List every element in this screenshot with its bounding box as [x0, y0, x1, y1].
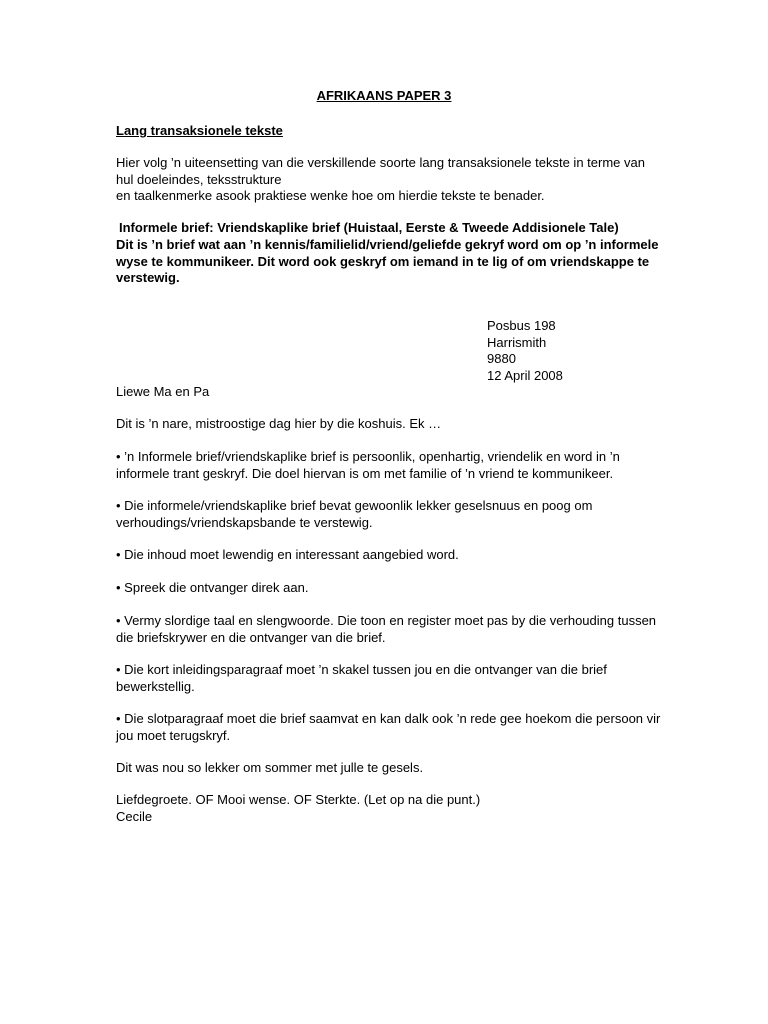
bullet-item-1: • ’n Informele brief/vriendskaplike brief is persoonlik, openhartig, vriendelik en word in ’n informele trant geskryf. Die doel hiervan is om met familie of ’n vriend te kommunikeer. — [116, 449, 620, 481]
closing-line: Dit was nou so lekker om sommer met julle te gesels. — [116, 760, 424, 775]
intro-paragraph — [116, 155, 661, 205]
bullet-item-3: • Die inhoud moet lewendig en interessant aangebied word. — [116, 547, 459, 562]
opening-line: Dit is ’n nare, mistroostige dag hier by die koshuis. Ek … — [116, 416, 442, 431]
bullet-item-2: • Die informele/vriendskaplike brief bevat gewoonlik lekker geselsnuus en poog om verhoudings/vriendskapsbande te verstewig. — [116, 498, 593, 530]
intro-line-1: Hier volg ’n uiteensetting van die verskillende soorte lang transaksionele tekste in terme van — [116, 155, 645, 170]
address-line-3: 9880 — [487, 351, 516, 366]
salutation: Liewe Ma en Pa — [116, 384, 210, 399]
address-line-1: Posbus 198 — [487, 318, 556, 333]
intro-line-3: en taalkenmerke asook praktiese wenke hoe om hierdie tekste te benader. — [116, 188, 545, 203]
intro-line-2: hul doeleindes, teksstrukture — [116, 171, 282, 187]
letter-date: 12 April 2008 — [487, 367, 563, 383]
signature-name: Cecile — [116, 809, 153, 824]
sender-address — [487, 318, 667, 384]
letter-type-description: Dit is ’n brief wat aan ’n kennis/familielid/vriend/geliefde gekryf word om op ’n informele wyse te kommunikeer. Dit word ook geskryf om iemand in te lig of om vriendskappe te verstewig. — [116, 237, 659, 285]
document-title: AFRIKAANS PAPER 3 — [316, 88, 452, 103]
bullet-item-7: • Die slotparagraaf moet die brief saamvat en kan dalk ook ’n rede gee hoekom die persoon vir jou moet terugskryf. — [116, 711, 661, 743]
sign-off: Liefdegroete. OF Mooi wense. OF Sterkte. (Let op na die punt.) — [116, 792, 481, 807]
section-heading: Lang transaksionele tekste — [116, 123, 283, 138]
bullet-item-5: • Vermy slordige taal en slengwoorde. Die toon en register moet pas by die verhouding tussen die briefskrywer en die ontvanger van die brief. — [116, 613, 657, 645]
address-line-2: Harrismith — [487, 334, 547, 350]
letter-type-heading: Informele brief: Vriendskaplike brief (Huistaal, Eerste & Tweede Addisionele Tale) — [119, 220, 619, 235]
bullet-item-4: • Spreek die ontvanger direk aan. — [116, 580, 309, 595]
bullet-item-6: • Die kort inleidingsparagraaf moet ’n skakel tussen jou en die ontvanger van die brief bewerkstellig. — [116, 662, 607, 694]
